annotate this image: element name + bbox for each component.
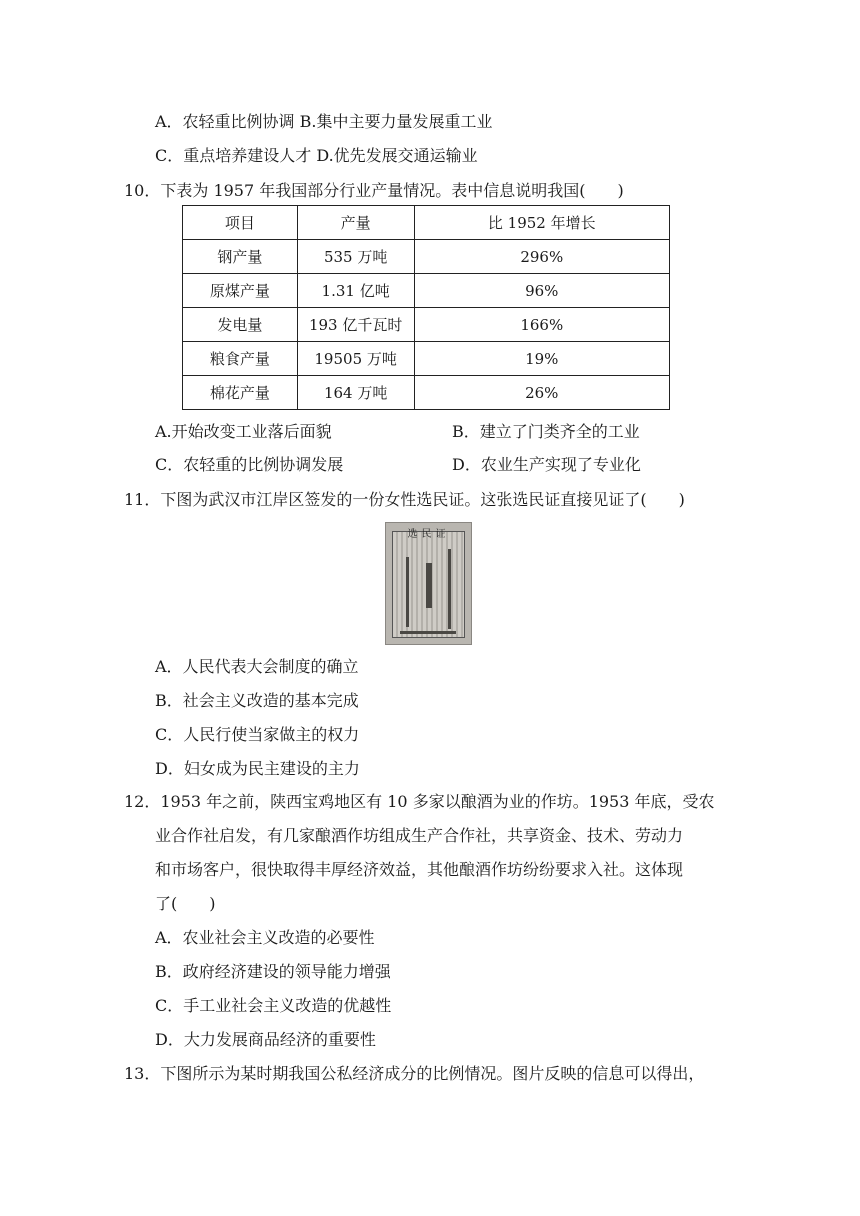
table-cell: 棉花产量 [183,376,298,410]
table-cell: 164 万吨 [297,376,414,410]
q11-option-d: D．妇女成为民主建设的主力 [155,759,360,778]
q12-option-a: A．农业社会主义改造的必要性 [155,928,375,947]
q11-option-b: B．社会主义改造的基本完成 [155,691,359,710]
q12-option-b: B．政府经济建设的领导能力增强 [155,962,391,981]
table-cell: 96% [414,274,669,308]
table-row [183,342,670,376]
table-row [183,274,670,308]
q9-option-ab: A．农轻重比例协调 B.集中主要力量发展重工业 [155,112,493,131]
q12-stem-line-3: 和市场客户，很快取得丰厚经济效益，其他酿酒作坊纷纷要求入社。这体现 [155,860,684,879]
q12-option-d: D．大力发展商品经济的重要性 [155,1030,376,1049]
q12-option-c: C．手工业社会主义改造的优越性 [155,996,392,1015]
q13-stem: 13．下图所示为某时期我国公私经济成分的比例情况。图片反映的信息可以得出， [124,1064,705,1083]
table-header-row [183,206,670,240]
table-cell: 19% [414,342,669,376]
table-cell: 原煤产量 [183,274,298,308]
table-header: 产量 [297,206,414,240]
table-cell: 钢产量 [183,240,298,274]
voter-card-photo [385,522,472,645]
table-cell: 26% [414,376,669,410]
q10-option-b: B．建立了门类齐全的工业 [452,422,640,441]
production-table [182,205,670,410]
voter-card-mark [448,549,451,629]
voter-card-mark [406,557,409,627]
q9-option-cd: C．重点培养建设人才 D.优先发展交通运输业 [155,146,478,165]
q11-option-a: A．人民代表大会制度的确立 [155,657,359,676]
table-row [183,376,670,410]
table-cell: 166% [414,308,669,342]
q12-stem-line-1: 12．1953 年之前，陕西宝鸡地区有 10 多家以酿酒为业的作坊。1953 年底，受农 [124,792,715,811]
table-cell: 19505 万吨 [297,342,414,376]
q11-stem: 11．下图为武汉市江岸区签发的一份女性选民证。这张选民证直接见证了( ) [124,490,685,509]
table-cell: 发电量 [183,308,298,342]
q11-option-c: C．人民行使当家做主的权力 [155,725,360,744]
q12-stem-line-2: 业合作社启发，有几家酿酒作坊组成生产合作社，共享资金、技术、劳动力 [155,826,684,845]
table-row [183,240,670,274]
voter-card-title: 选民证 [407,529,450,540]
table-header: 比 1952 年增长 [414,206,669,240]
table-cell: 193 亿千瓦时 [297,308,414,342]
voter-card-mark [426,563,432,608]
q10-option-d: D．农业生产实现了专业化 [452,455,641,474]
q12-stem-line-4: 了( ) [155,894,216,913]
table-cell: 296% [414,240,669,274]
table-cell: 粮食产量 [183,342,298,376]
q10-option-c: C．农轻重的比例协调发展 [155,455,344,474]
table-row [183,308,670,342]
q10-stem: 10．下表为 1957 年我国部分行业产量情况。表中信息说明我国( ) [124,181,624,200]
table-cell: 1.31 亿吨 [297,274,414,308]
q10-option-a: A.开始改变工业落后面貌 [155,422,332,441]
table-header: 项目 [183,206,298,240]
table-cell: 535 万吨 [297,240,414,274]
voter-card-mark [400,631,456,634]
